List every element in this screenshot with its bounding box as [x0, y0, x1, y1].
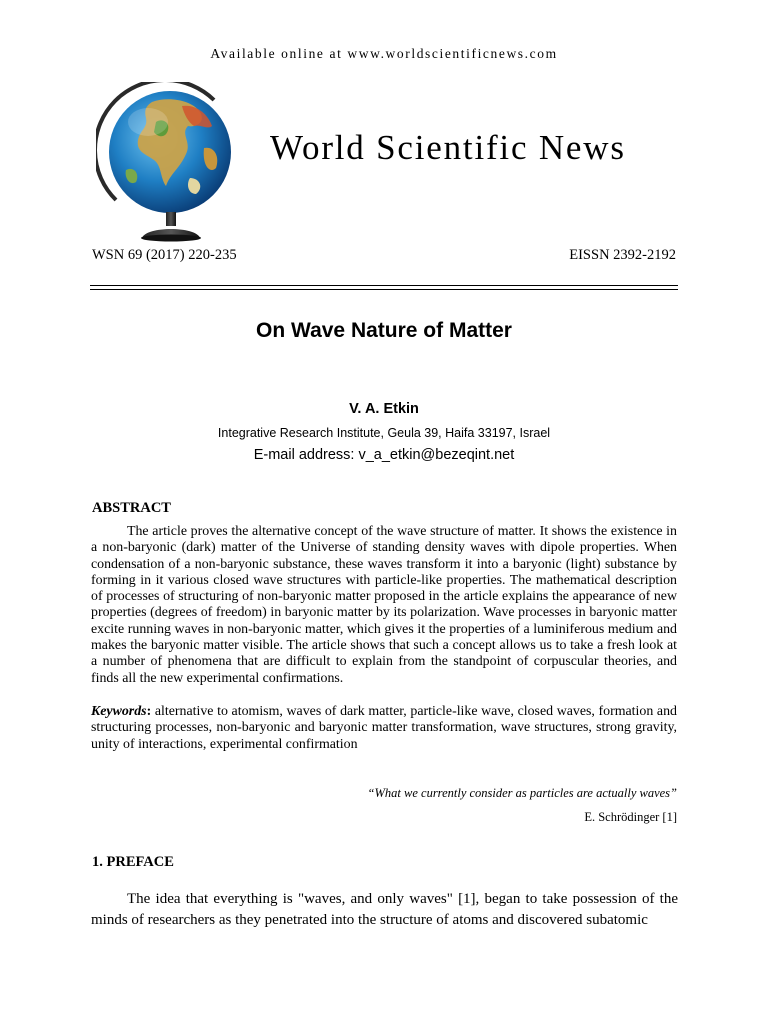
- header-divider-top: [90, 285, 678, 286]
- preface-text: The idea that everything is "waves, and only waves" [1], began to take possession of the minds of researchers as they penetrated into the structure of atoms and discovered subatomic: [91, 891, 678, 928]
- available-online-line: Available online at www.worldscientificnews.com: [210, 46, 558, 61]
- author-name: V. A. Etkin: [349, 401, 419, 417]
- epigraph-quote: “What we currently consider as particles are actually waves”: [367, 786, 677, 800]
- keywords-text: alternative to atomism, waves of dark matter, particle-like wave, closed waves, formation and structuring processes, non-baryonic and baryonic matter transformation, wave structures, strong gravity, unity of interactions, experimental confirmation: [91, 704, 677, 752]
- globe-logo: [96, 82, 246, 242]
- paper-title: On Wave Nature of Matter: [256, 319, 512, 342]
- citation-info: WSN 69 (2017) 220-235: [92, 247, 237, 263]
- abstract-text: The article proves the alternative concept of the wave structure of matter. It shows the existence in a non-baryonic (dark) matter of the Universe of standing density waves with dipole properties. When condensation of a non-baryonic substance, these waves transform it into a baryonic (light) substance by forming in it various closed wave structures with particle-like properties. The mathematical description of processes of structuring of non-baryonic matter proposed in the article explains the appearance of new properties (degrees of freedom) in baryonic matter by its polarization. Wave processes in baryonic matter excite running waves in non-baryonic matter, which gives it the properties of a luminiferous medium and makes the baryonic matter visible. The article shows that such a concept allows us to take a fresh look at a number of phenomena that are difficult to explain from the standpoint of corpuscular theories, and finds all the new experimental confirmations.: [91, 524, 677, 686]
- abstract-heading: ABSTRACT: [92, 500, 171, 516]
- keywords-paragraph: Keywords: alternative to atomism, waves of dark matter, particle-like wave, closed waves, formation and structuring processes, non-baryonic and baryonic matter transformation, wave structures, strong gravity, unity of interactions, experimental confirmation: [91, 704, 677, 752]
- journal-title: World Scientific News: [270, 128, 626, 167]
- header-divider-bottom: [90, 289, 678, 290]
- keywords-label: Keywords: [91, 704, 147, 719]
- eissn-info: EISSN 2392-2192: [569, 247, 676, 263]
- preface-heading: 1. PREFACE: [92, 854, 174, 870]
- author-email: E-mail address: v_a_etkin@bezeqint.net: [253, 447, 515, 463]
- author-affiliation: Integrative Research Institute, Geula 39, Haifa 33197, Israel: [217, 426, 551, 440]
- epigraph-attribution: E. Schrödinger [1]: [584, 810, 677, 824]
